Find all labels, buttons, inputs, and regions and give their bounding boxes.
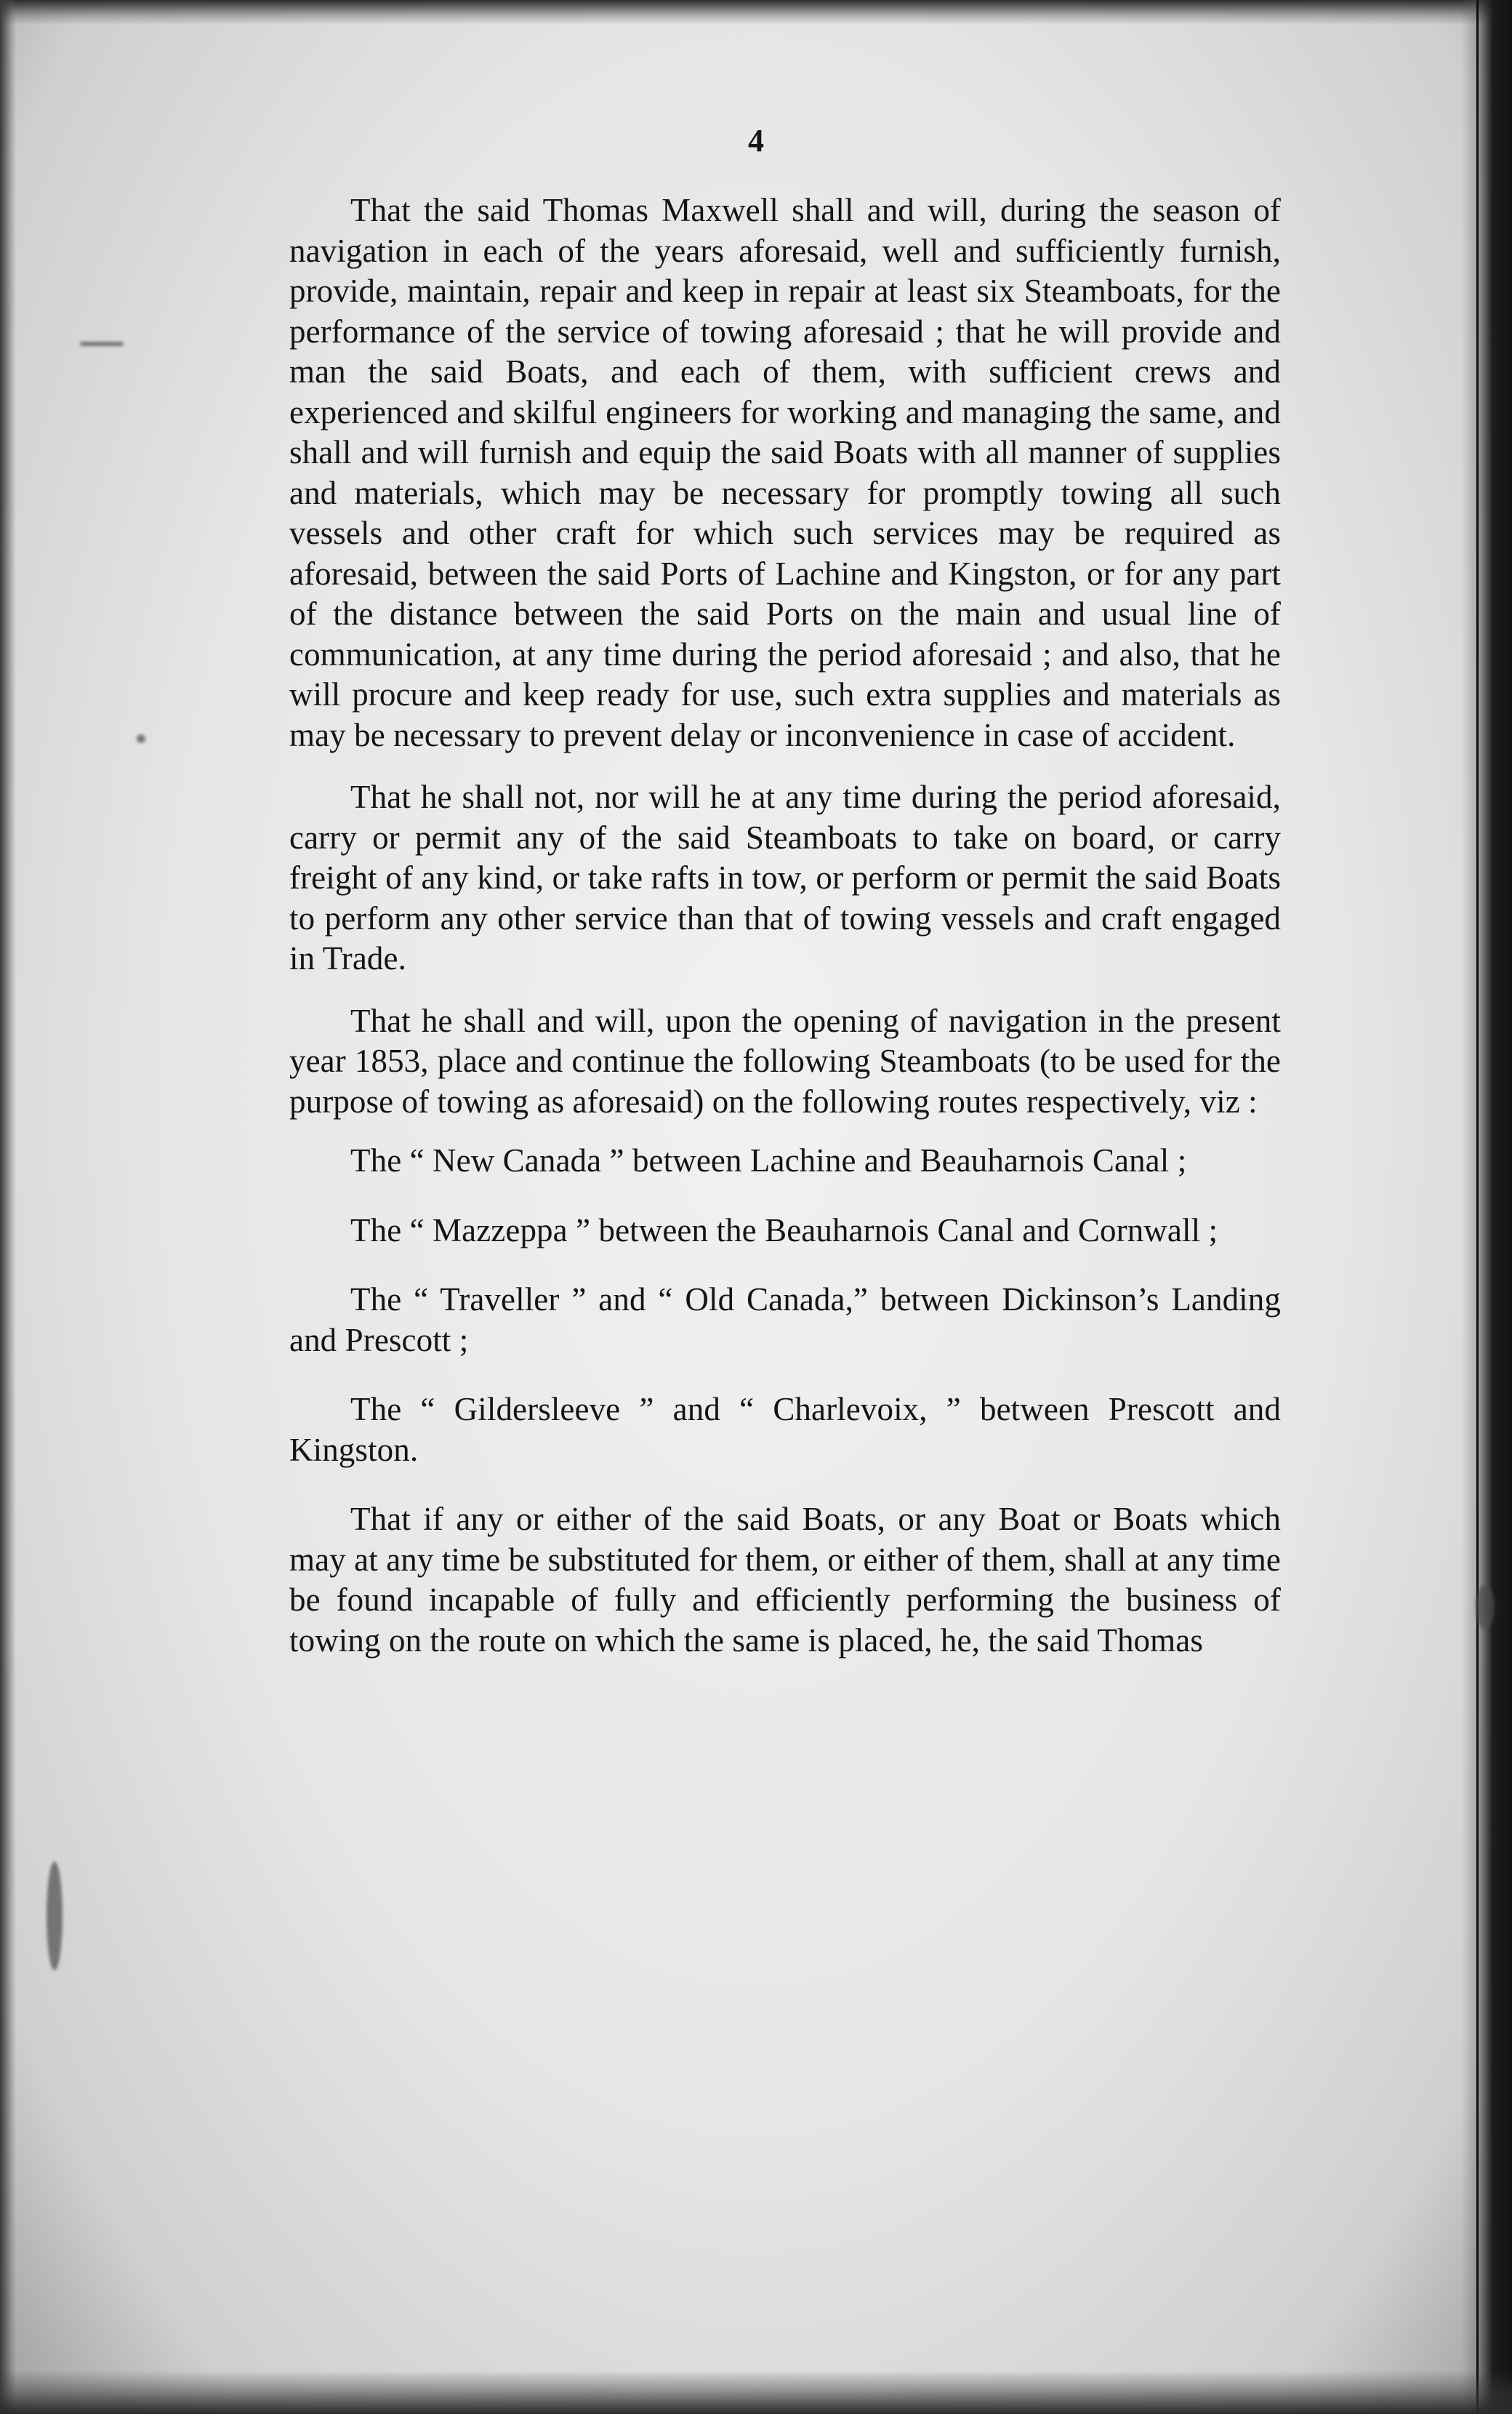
route-mazzeppa: The “ Mazzeppa ” between the Beauharnois Canal and Cornwall ; bbox=[350, 1211, 1218, 1248]
route-traveller-old-canada: The “ Traveller ” and “ Old Canada,” between Dickinson’s Landing and Prescott ; bbox=[289, 1281, 1281, 1358]
paragraph-routes-intro: That he shall and will, upon the opening of navigation in the present year 1853, place and continue the following Steamboats (to be used for the purpose of towing as aforesaid) on the following routes respectively, viz : bbox=[289, 1002, 1281, 1120]
page-number: 4 bbox=[748, 123, 764, 159]
paragraph-no-freight: That he shall not, nor will he at any time during the period aforesaid, carry or permit any of the said Steamboats to take on board, or carry freight of any kind, or take rafts in tow, or perform or permit the said Boats to perform any other service than that of towing vessels and craft engaged in Trade. bbox=[289, 779, 1281, 977]
scan-left-edge bbox=[0, 0, 16, 2414]
paragraph-incapable-boats: That if any or either of the said Boats, or any Boat or Boats which may at any time be substituted for them, or either of them, shall at any time be found incapable of fully and efficiently performing the business of towing on the route on which the same is placed, he, the said Thomas bbox=[289, 1501, 1281, 1659]
body-text bbox=[289, 191, 1281, 1683]
route-gildersleeve-charlevoix: The “ Gildersleeve ” and “ Charlevoix, ” between Prescott and Kingston. bbox=[289, 1391, 1281, 1468]
scan-top-edge bbox=[0, 0, 1512, 25]
scan-right-edge bbox=[1461, 0, 1512, 2414]
ink-blot bbox=[137, 734, 145, 743]
scan-bottom-edge bbox=[0, 2370, 1512, 2414]
ink-blot bbox=[47, 1861, 63, 1970]
ink-blot bbox=[80, 342, 124, 346]
paragraph-furnish-steamboats: That the said Thomas Maxwell shall and will, during the season of navigation in each of the years aforesaid, well and sufficiently furnish, provide, maintain, repair and keep in repair at least six Steamboats, for the performance of the service of towing aforesaid ; that he will provide and man the said Boats, and each of them, with sufficient crews and experienced and skilful engineers for working and managing the same, and shall and will furnish and equip the said Boats with all manner of supplies and materials, which may be necessary for promptly towing all such vessels and other craft for which such services may be required as aforesaid, between the said Ports of Lachine and Kingston, or for any part of the distance between the said Ports on the main and usual line of communication, at any time during the period aforesaid ; and also, that he will procure and keep ready for use, such extra supplies and materials as may be necessary to prevent delay or inconvenience in case of accident. bbox=[289, 192, 1281, 753]
binding-shadow bbox=[1476, 0, 1479, 2414]
ink-blot bbox=[1476, 1585, 1495, 1629]
route-new-canada: The “ New Canada ” between Lachine and Beauharnois Canal ; bbox=[350, 1142, 1187, 1179]
